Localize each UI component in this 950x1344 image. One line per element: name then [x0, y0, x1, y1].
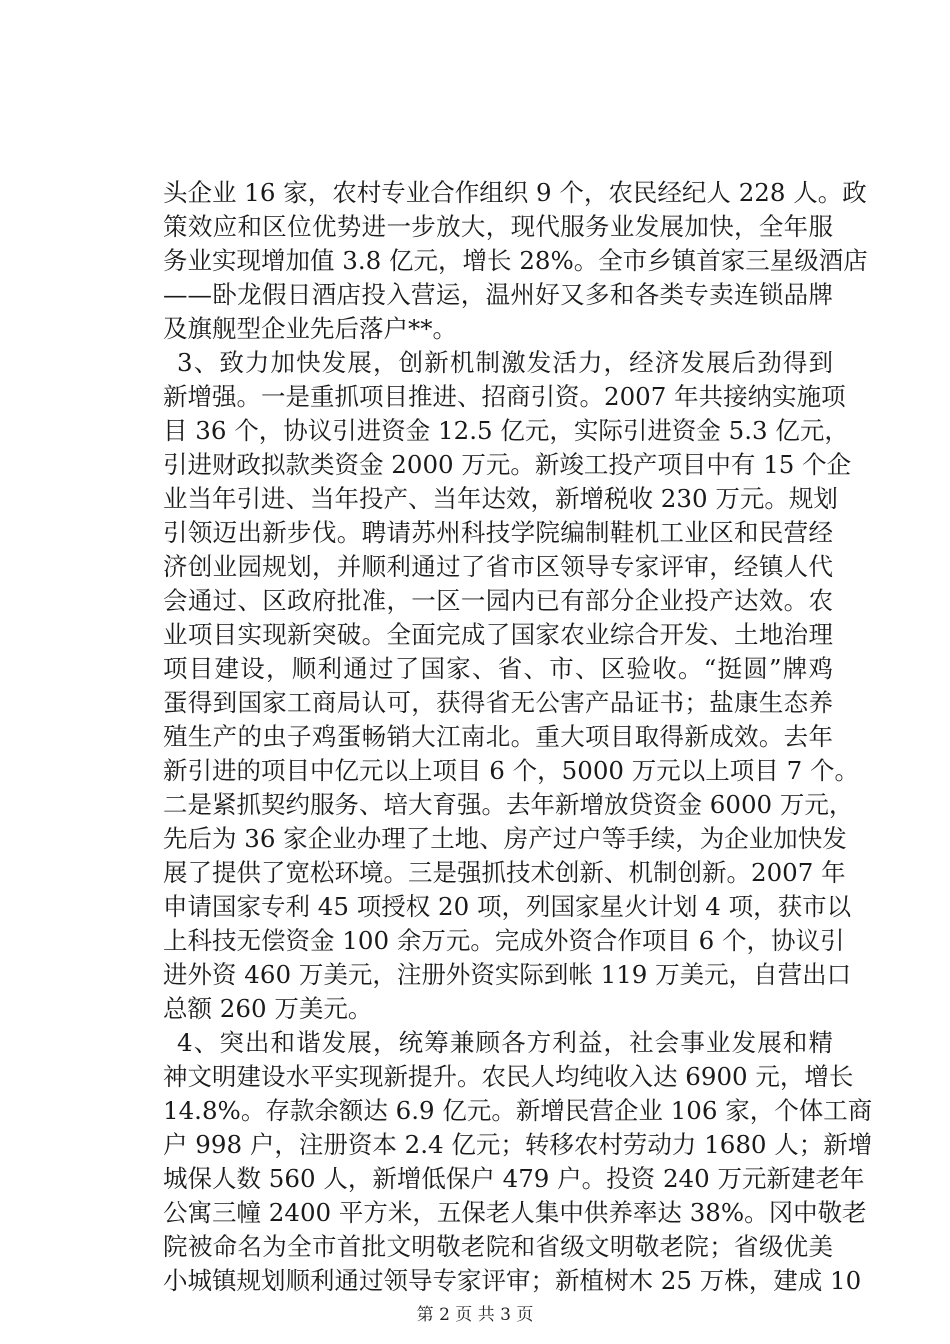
- text-line: 申请国家专利 45 项授权 20 项，列国家星火计划 4 项，获市以: [163, 892, 852, 921]
- paragraph-3-start: 3、致力加快发展，创新机制激发活力，经济发展后劲得到: [177, 348, 833, 377]
- text-line: 展了提供了宽松环境。三是强抓技术创新、机制创新。2007 年: [163, 858, 846, 887]
- text-line: 先后为 36 家企业办理了土地、房产过户等手续，为企业加快发: [163, 824, 847, 853]
- text-line: 新引进的项目中亿元以上项目 6 个，5000 万元以上项目 7 个。: [163, 756, 859, 785]
- text-line: 城保人数 560 人，新增低保户 479 户。投资 240 万元新建老年: [163, 1164, 865, 1193]
- text-line: 业项目实现新突破。全面完成了国家农业综合开发、土地治理: [163, 620, 833, 649]
- page-number-footer: 第 2 页 共 3 页: [416, 1305, 534, 1325]
- text-line: 业当年引进、当年投产、当年达效，新增税收 230 万元。规划: [163, 484, 838, 513]
- text-line: 及旗舰型企业先后落户**。: [163, 314, 457, 343]
- text-line: 14.8%。存款余额达 6.9 亿元。新增民营企业 106 家，个体工商: [163, 1096, 873, 1125]
- text-line: 殖生产的虫子鸡蛋畅销大江南北。重大项目取得新成效。去年: [163, 722, 833, 751]
- text-line: 项目建设，顺利通过了国家、省、市、区验收。“挺圆”牌鸡: [163, 654, 833, 683]
- text-line: 济创业园规划，并顺利通过了省市区领导专家评审，经镇人代: [163, 552, 833, 581]
- text-line: 目 36 个，协议引进资金 12.5 亿元，实际引进资金 5.3 亿元，: [163, 416, 849, 445]
- text-line: 头企业 16 家，农村专业合作组织 9 个，农民经纪人 228 人。政: [163, 178, 867, 207]
- text-line: 神文明建设水平实现新提升。农民人均纯收入达 6900 元，增长: [163, 1062, 854, 1091]
- text-line: 二是紧抓契约服务、培大育强。去年新增放贷资金 6000 万元，: [163, 790, 854, 819]
- text-line: 上科技无偿资金 100 余万元。完成外资合作项目 6 个，协议引: [163, 926, 845, 955]
- text-line: 总额 260 万美元。: [163, 994, 373, 1023]
- text-line: 策效应和区位优势进一步放大，现代服务业发展加快，全年服: [163, 212, 833, 241]
- text-line: 会通过、区政府批准，一区一园内已有部分企业投产达效。农: [163, 586, 833, 615]
- text-line: 公寓三幢 2400 平方米，五保老人集中供养率达 38%。冈中敬老: [163, 1198, 867, 1227]
- text-line: 院被命名为全市首批文明敬老院和省级文明敬老院；省级优美: [163, 1232, 833, 1261]
- paragraph-4-start: 4、突出和谐发展，统筹兼顾各方利益，社会事业发展和精: [177, 1028, 833, 1057]
- text-line: 引领迈出新步伐。聘请苏州科技学院编制鞋机工业区和民营经: [163, 518, 833, 547]
- text-line: 蛋得到国家工商局认可，获得省无公害产品证书；盐康生态养: [163, 688, 833, 717]
- text-line: 小城镇规划顺利通过领导专家评审；新植树木 25 万株，建成 10: [163, 1266, 862, 1295]
- text-line: ——卧龙假日酒店投入营运，温州好又多和各类专卖连锁品牌: [163, 280, 833, 309]
- text-line: 户 998 户，注册资本 2.4 亿元；转移农村劳动力 1680 人；新增: [163, 1130, 873, 1159]
- text-line: 新增强。一是重抓项目推进、招商引资。2007 年共接纳实施项: [163, 382, 846, 411]
- text-line: 务业实现增加值 3.8 亿元，增长 28%。全市乡镇首家三星级酒店: [163, 246, 868, 275]
- text-line: 进外资 460 万美元，注册外资实际到帐 119 万美元，自营出口: [163, 960, 852, 989]
- text-line: 引进财政拟款类资金 2000 万元。新竣工投产项目中有 15 个企: [163, 450, 852, 479]
